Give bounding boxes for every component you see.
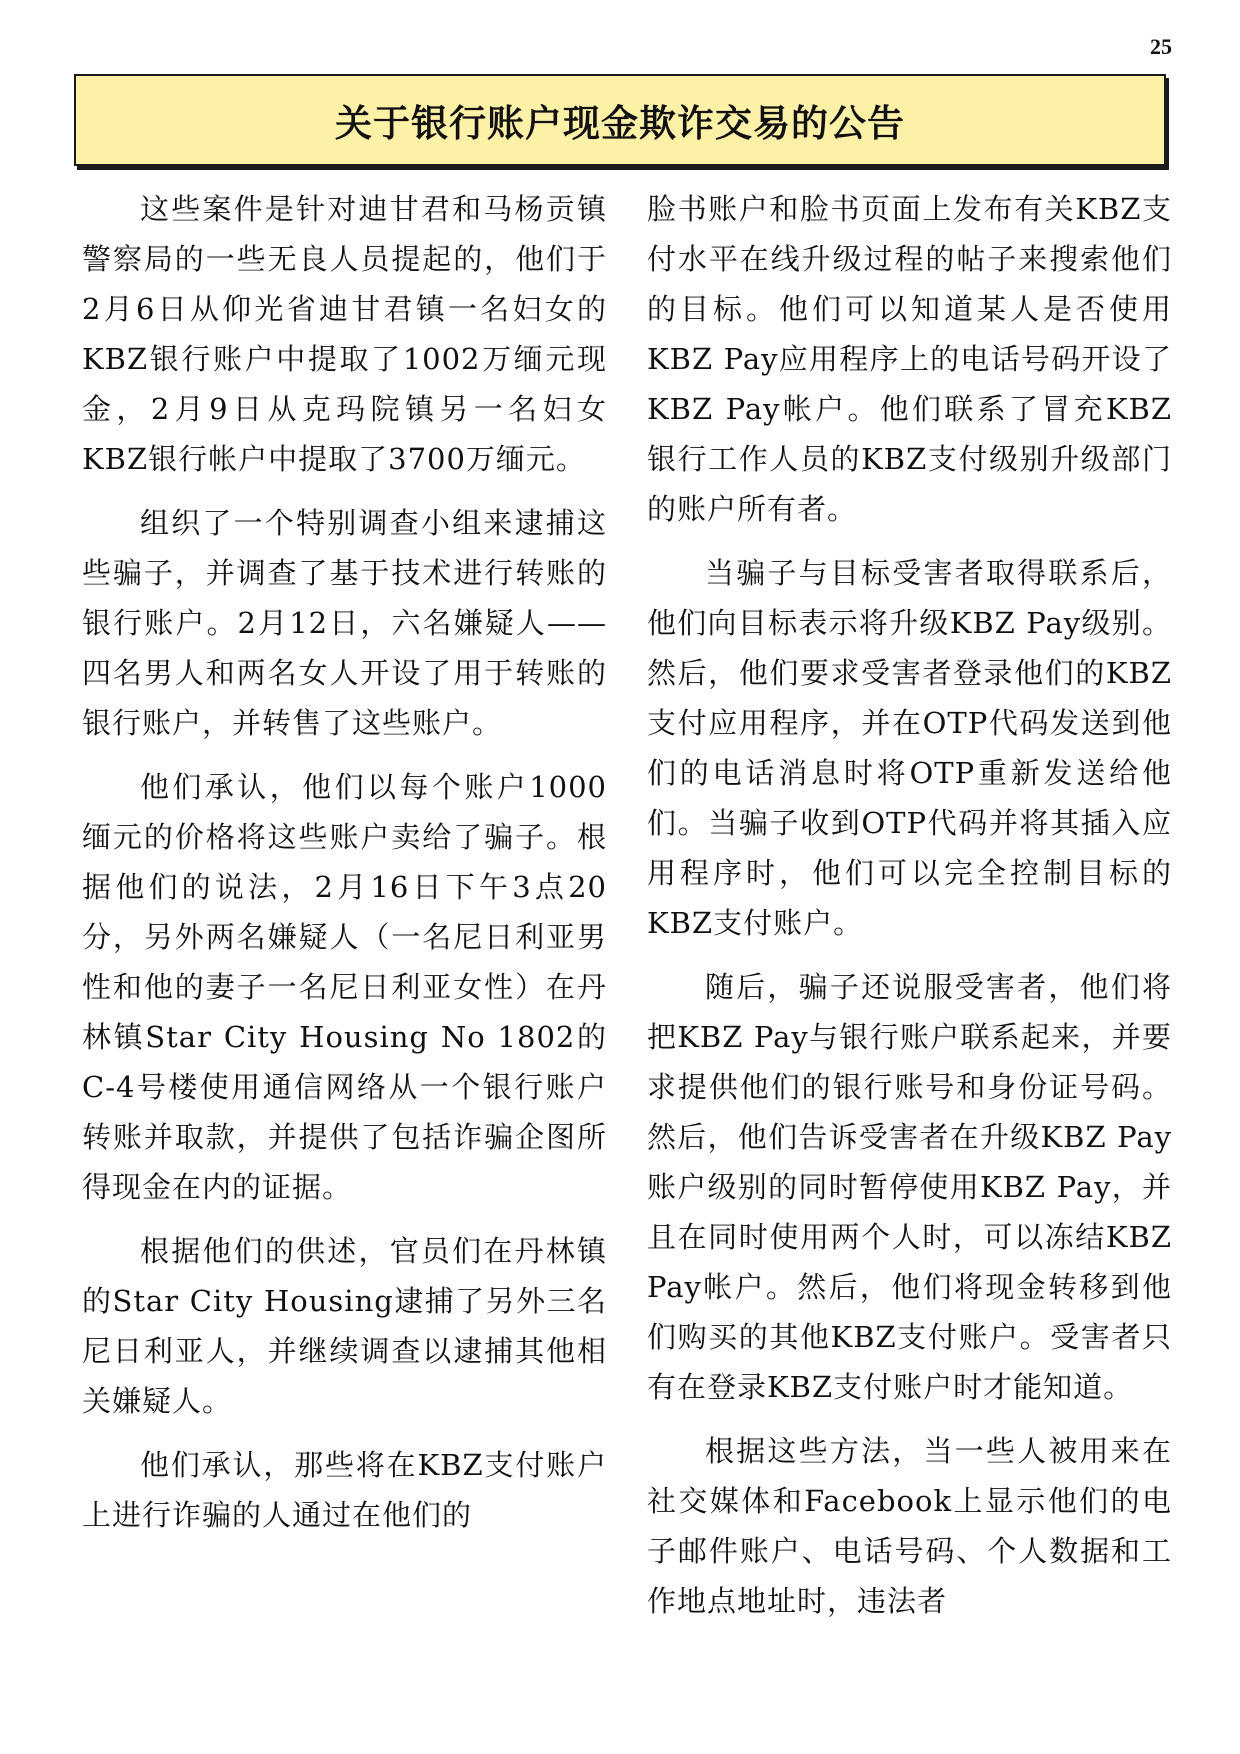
paragraph: 根据这些方法，当一些人被用来在社交媒体和Facebook上显示他们的电子邮件账户、电话号码、个人数据和工作地点地址时，违法者	[647, 1434, 1172, 1618]
left-column	[82, 184, 607, 1554]
paragraph: 根据他们的供述，官员们在丹林镇的Star City Housing逮捕了另外三名尼日利亚人，并继续调查以逮捕其他相关嫌疑人。	[82, 1234, 607, 1418]
paragraph: 随后，骗子还说服受害者，他们将把KBZ Pay与银行账户联系起来，并要求提供他们的银行账号和身份证号码。然后，他们告诉受害者在升级KBZ Pay账户级别的同时暂停使用KBZ Pay，并且在同时使用两个人时，可以冻结KBZ Pay帐户。然后，他们将现金转移到他们购买的其他KBZ支付账户。受害者只有在登录KBZ支付账户时才能知道。	[647, 970, 1172, 1404]
page-title: 关于银行账户现金欺诈交易的公告	[335, 102, 905, 145]
paragraph: 脸书账户和脸书页面上发布有关KBZ支付水平在线升级过程的帖子来搜索他们的目标。他们可以知道某人是否使用KBZ Pay应用程序上的电话号码开设了KBZ Pay帐户。他们联系了冒充KBZ银行工作人员的KBZ支付级别升级部门的账户所有者。	[647, 192, 1172, 526]
title-banner	[74, 74, 1166, 166]
right-column	[647, 184, 1172, 1640]
paragraph: 他们承认，那些将在KBZ支付账户上进行诈骗的人通过在他们的	[82, 1448, 607, 1532]
paragraph: 当骗子与目标受害者取得联系后，他们向目标表示将升级KBZ Pay级别。然后，他们要求受害者登录他们的KBZ支付应用程序，并在OTP代码发送到他们的电话消息时将OTP重新发送给他们。当骗子收到OTP代码并将其插入应用程序时，他们可以完全控制目标的KBZ支付账户。	[647, 556, 1172, 940]
paragraph: 这些案件是针对迪甘君和马杨贡镇警察局的一些无良人员提起的，他们于2月6日从仰光省迪甘君镇一名妇女的KBZ银行账户中提取了1002万缅元现金，2月9日从克玛院镇另一名妇女KBZ银行帐户中提取了3700万缅元。	[82, 192, 607, 476]
paragraph: 组织了一个特别调查小组来逮捕这些骗子，并调查了基于技术进行转账的银行账户。2月12日，六名嫌疑人——四名男人和两名女人开设了用于转账的银行账户，并转售了这些账户。	[82, 506, 607, 740]
paragraph: 他们承认，他们以每个账户1000缅元的价格将这些账户卖给了骗子。根据他们的说法，2月16日下午3点20分，另外两名嫌疑人（一名尼日利亚男性和他的妻子一名尼日利亚女性）在丹林镇Star City Housing No 1802的C-4号楼使用通信网络从一个银行账户转账并取款，并提供了包括诈骗企图所得现金在内的证据。	[82, 770, 607, 1204]
page-number: 25	[1150, 34, 1172, 59]
